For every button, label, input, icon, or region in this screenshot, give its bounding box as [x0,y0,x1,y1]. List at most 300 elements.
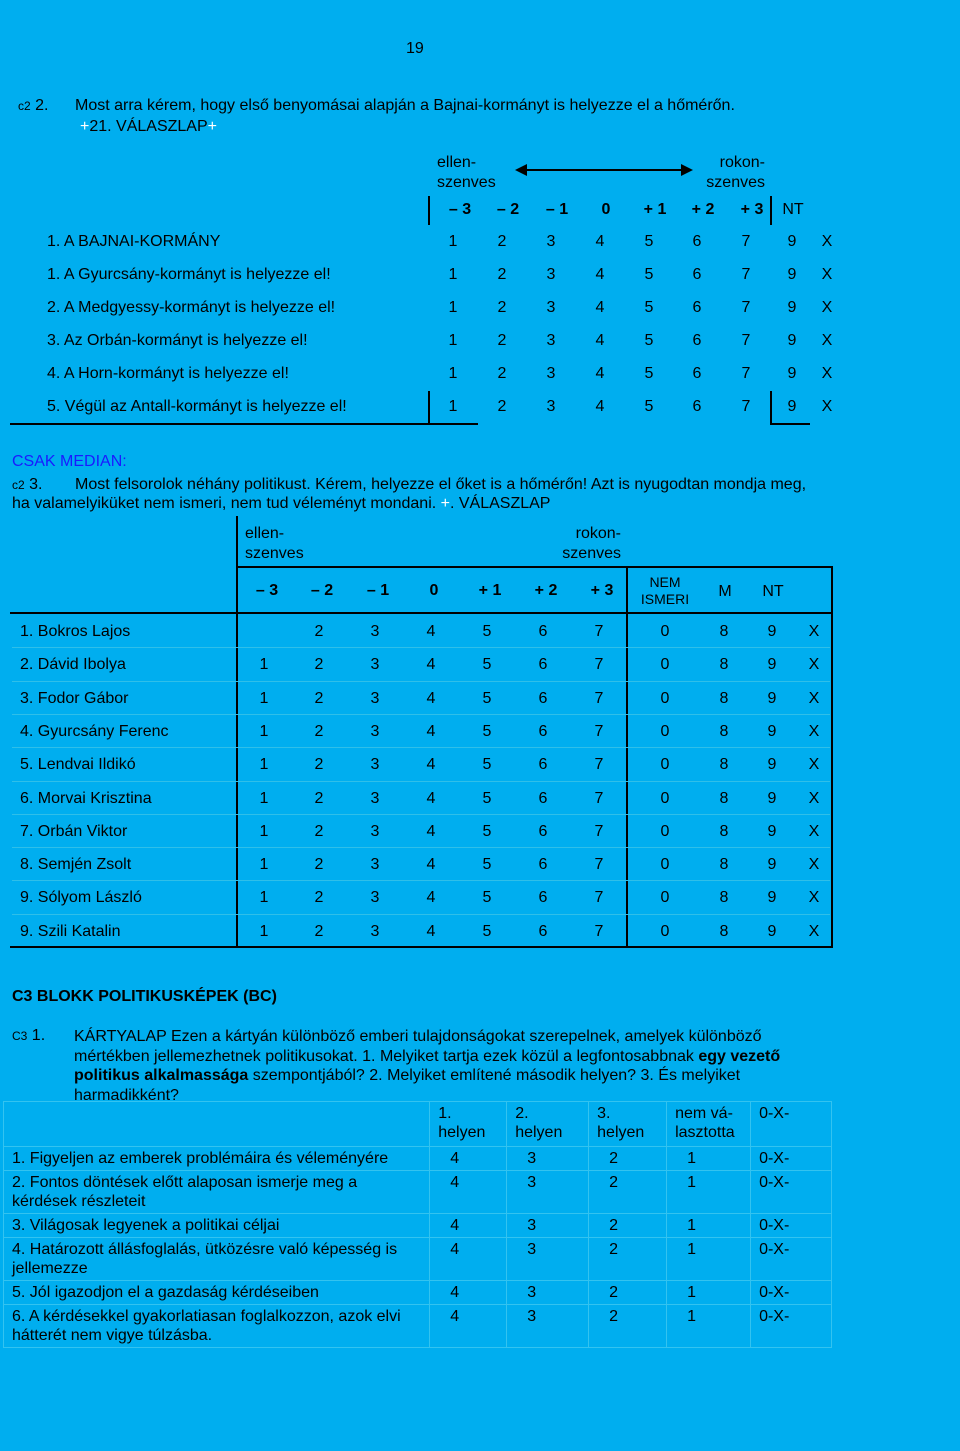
sympathy-label-line2: szenves [706,174,765,191]
c3-table-row [4,1238,832,1281]
answer-code: 4 [430,1214,507,1238]
answer-code: 1 [448,398,458,415]
answer-code: 3 [507,1171,589,1214]
answer-code: 2 [314,689,324,707]
answer-code: 4 [426,789,436,807]
answer-code: 2 [589,1214,667,1238]
q3-bottom-border [10,946,833,948]
q3-row-label: 9. Sólyom László [20,889,142,907]
q3-header-top-border [236,566,832,568]
answer-code: 7 [594,656,604,674]
answer-code: 6 [692,332,702,349]
answer-code: 1 [667,1147,751,1171]
answer-code: 6 [538,789,548,807]
answer-code: X [808,623,820,640]
q2-scale-label: + 2 [691,201,715,218]
row-divider [12,714,830,715]
answer-code: 2 [497,365,507,382]
answer-code: X [808,689,820,707]
answer-code: 5 [644,398,654,415]
c3-text-emphasis: politikus alkalmassága [74,1067,249,1084]
answer-code: 0-X- [751,1238,832,1281]
q2-scale-nt-border [770,196,772,225]
answer-code: 9 [767,756,777,774]
answer-code: X [821,299,833,316]
c3-column-header [667,1102,751,1147]
answer-code: X [821,332,833,349]
answer-code: 7 [594,623,604,640]
c3-text-emphasis: egy vezető [698,1047,781,1065]
answer-code: 4 [426,756,436,774]
answer-code: 6 [692,233,702,250]
answer-code: 7 [741,332,751,349]
answer-code: 2 [497,398,507,415]
answer-code: 7 [594,822,604,840]
q2-scale-label: – 3 [448,201,472,218]
answer-code: 2 [314,623,324,640]
q3-scale-right-border [626,566,628,948]
answer-code: 4 [595,398,605,415]
answer-code: 5 [482,822,492,840]
answer-code: 6 [692,299,702,316]
answer-code: 4 [595,365,605,382]
answer-code: 4 [595,233,605,250]
answer-code: X [808,722,820,740]
answer-code: 1 [259,922,269,940]
answer-code: 3 [370,689,380,707]
not-known-line1: NEM [649,574,681,590]
c3-table-row [4,1147,832,1171]
answer-code: 1 [667,1281,751,1305]
answer-code: 9 [787,332,797,349]
answer-code: 4 [426,922,436,940]
q3-label-column-border [236,516,238,948]
answer-code: 9 [767,789,777,807]
answer-code: 5 [482,623,492,640]
answer-code: 2 [497,332,507,349]
answer-code: 1 [448,299,458,316]
answer-code: 3 [370,856,380,874]
answer-code: X [808,656,820,674]
double-arrow-icon [515,162,693,178]
answer-code: 3 [546,398,556,415]
answer-code: 3 [546,266,556,283]
c3-column-header-line2: helyen [438,1124,486,1141]
q3-antipathy-label [245,524,304,564]
answer-code: 6 [692,398,702,415]
answer-code: 0 [660,822,670,840]
question-number: 3. [29,476,43,493]
answer-code: 6 [538,623,548,640]
answer-code: X [808,822,820,840]
answer-code: 4 [426,689,436,707]
c3-column-header-line1: nem vá- [675,1105,733,1122]
answer-code: 3 [507,1305,589,1348]
answer-code: X [808,756,820,774]
answer-code: 5 [482,922,492,940]
c3-header-row [4,1102,832,1147]
q3-row-label: 1. Bokros Lajos [20,623,131,640]
sympathy-label [700,153,765,193]
answer-code: 9 [787,299,797,316]
sympathy-label-line1: rokon- [719,154,765,171]
answer-code: 5 [644,332,654,349]
q3-row-label: 8. Semjén Zsolt [20,856,132,874]
answer-code: 6 [692,266,702,283]
answer-code: 3 [370,656,380,674]
answer-code: 4 [426,656,436,674]
answer-code: 9 [767,856,777,874]
answer-code: 3 [507,1238,589,1281]
q3-scale-label: 0 [429,582,439,599]
answer-code: 7 [741,365,751,382]
answer-code: 1 [259,822,269,840]
c3-column-header-line2: helyen [597,1124,645,1141]
answer-code: 9 [767,822,777,840]
answer-code: 1 [667,1305,751,1348]
c3-question-text [74,1027,780,1105]
sympathy-label-line1: rokon- [575,525,621,542]
c3-column-header [589,1102,667,1147]
answer-code: 3 [546,365,556,382]
answer-code: 4 [595,332,605,349]
answer-code: 3 [507,1214,589,1238]
antipathy-label-line1: ellen- [245,525,285,542]
answer-code: 2 [314,922,324,940]
answer-code: 2 [314,822,324,840]
answer-code: 9 [787,233,797,250]
c3-text-line3 [74,1066,780,1086]
answer-code: 1 [259,889,269,907]
q3-scale-label: + 2 [534,582,558,599]
c3-column-header [507,1102,589,1147]
answer-code: 0 [660,689,670,707]
answer-code: 5 [482,856,492,874]
c3-question-heading [12,1027,45,1045]
q2-row-label: 3. Az Orbán-kormányt is helyezze el! [47,332,308,349]
c3-column-header [430,1102,507,1147]
answer-code: 6 [538,689,548,707]
q2-row-label: 4. A Horn-kormányt is helyezze el! [47,365,289,382]
answer-code: 6 [538,656,548,674]
answer-code: 6 [538,856,548,874]
q3-row-label: 5. Lendvai Ildikó [20,756,136,774]
answer-code: 1 [259,722,269,740]
answer-code: 2 [314,656,324,674]
answer-code: X [808,856,820,874]
c3-column-header-line1: 0-X- [759,1105,790,1122]
answer-code: 7 [594,722,604,740]
sympathy-label-line2: szenves [562,545,621,562]
answer-code: 9 [767,722,777,740]
q3-row-label: 3. Fodor Gábor [20,689,129,707]
answer-code: 8 [719,689,729,707]
answer-code: 6 [538,922,548,940]
row-divider [12,781,830,782]
answer-code: 2 [497,233,507,250]
answer-code: 4 [426,722,436,740]
q2-scale-left-border [428,196,430,225]
question-code: c2 [12,478,25,492]
q3-row-label: 6. Morvai Krisztina [20,789,152,807]
answer-code: 7 [741,398,751,415]
m-header: M [718,583,732,600]
row-divider [12,880,830,881]
answer-code: 8 [719,889,729,907]
question-3-heading [12,476,42,494]
not-known-header [630,574,700,608]
answer-code: 7 [594,789,604,807]
answer-code: 9 [767,889,777,907]
question-code: C3 [12,1029,28,1043]
sheet-plus: + [80,118,90,135]
answer-code: 1 [448,233,458,250]
answer-code: 9 [767,689,777,707]
answer-code: 3 [370,789,380,807]
answer-code: 2 [589,1281,667,1305]
question-number: 1. [31,1027,46,1044]
answer-code: 3 [370,722,380,740]
answer-code: 1 [448,266,458,283]
q3-scale-label: – 3 [255,582,279,599]
c3-text-line4: harmadikként? [74,1086,179,1104]
q3-scale-label: + 3 [590,582,614,599]
q2-scale-label: – 2 [496,201,520,218]
answer-code: 4 [426,856,436,874]
c3-text-line2-main: mértékben jellemezhetnek politikusokat. 1. Melyiket tartja ezek közül a legfontosabbnak [74,1047,699,1065]
q3-row-label: 9. Szili Katalin [20,922,121,940]
answer-code: 5 [644,233,654,250]
answer-code: 0-X- [751,1214,832,1238]
antipathy-label-line2: szenves [437,174,496,191]
q2-scale-label: + 1 [643,201,667,218]
answer-code: X [821,266,833,283]
answer-code: 9 [787,398,797,415]
answer-code: 6 [538,889,548,907]
row-divider [12,747,830,748]
question-2-text: Most arra kérem, hogy első benyomásai alapján a Bajnai-kormányt is helyezze el a hőmérőn. [75,97,735,114]
answer-code: 2 [314,756,324,774]
c3-column-header [751,1102,832,1147]
answer-code: 0 [660,789,670,807]
answer-code: X [821,398,833,415]
row-divider [12,847,830,848]
answer-code: 6 [692,365,702,382]
answer-code: 5 [644,365,654,382]
answer-code: 7 [594,756,604,774]
answer-code: 0 [660,722,670,740]
answer-code: 8 [719,856,729,874]
c3-table-row [4,1281,832,1305]
answer-code: 1 [667,1171,751,1214]
answer-code: 5 [482,689,492,707]
answer-code: 4 [430,1305,507,1348]
q3-row-label: 2. Dávid Ibolya [20,656,126,674]
answer-code: X [821,365,833,382]
answer-code: 8 [719,656,729,674]
answer-code: 8 [719,922,729,940]
answer-code: 3 [370,889,380,907]
answer-code: 4 [595,266,605,283]
answer-code: 4 [430,1147,507,1171]
antipathy-label [437,153,496,193]
answer-code: 9 [767,922,777,940]
answer-code: 8 [719,789,729,807]
answer-code: 5 [644,299,654,316]
answer-code: 5 [482,656,492,674]
question-3-text-line1: Most felsorolok néhány politikust. Kérem, helyezze el őket is a hőmérőn! Azt is nyugodtan mondja meg, [75,476,807,493]
c3-table-row [4,1305,832,1348]
q3-right-border [831,566,833,948]
answer-code: 2 [497,299,507,316]
answer-code: 3 [507,1281,589,1305]
answer-code: 4 [430,1281,507,1305]
answer-code: 4 [595,299,605,316]
page-number: 19 [406,40,424,57]
c3-row-label: 4. Határozott állásfoglalás, ütközésre való képesség is jellemezze [4,1238,430,1281]
answer-code: 1 [259,756,269,774]
answer-code: 7 [741,233,751,250]
c3-column-header-line1: 2. [515,1105,529,1122]
c3-table-row [4,1214,832,1238]
antipathy-label-line2: szenves [245,545,304,562]
q2-bottom-line-right [770,423,810,425]
question-3-text-line2-main: ha valamelyiküket nem ismeri, nem tud véleményt mondani. [12,495,437,512]
answer-code: 3 [546,299,556,316]
question-2-heading [18,97,48,115]
c3-column-header-line2: helyen [515,1124,563,1141]
not-known-line2: ISMERI [640,591,690,607]
c3-text-line3-main: szempontjából? 2. Melyiket említené második helyen? 3. És melyiket [248,1067,741,1084]
answer-code: 0 [660,922,670,940]
answer-code: 7 [594,889,604,907]
q3-header-bottom-border [10,612,833,614]
q2-row-label: 1. A Gyurcsány-kormányt is helyezze el! [47,266,331,283]
sheet-plus: + [440,495,450,512]
answer-code: 9 [767,656,777,674]
answer-code: 2 [314,722,324,740]
answer-code: 4 [426,623,436,640]
question-2-sheet [80,118,217,136]
answer-code: 2 [589,1171,667,1214]
answer-code: X [808,789,820,807]
answer-code: 4 [430,1171,507,1214]
answer-code: 0 [660,889,670,907]
answer-code: 5 [482,722,492,740]
answer-code: 3 [370,756,380,774]
c3-text-line1: KÁRTYALAP Ezen a kártyán különböző emberi tulajdonságokat szerepelnek, amelyek különböző [74,1028,762,1045]
answer-code: 2 [314,789,324,807]
answer-code: 7 [594,922,604,940]
answer-code: 6 [538,756,548,774]
q2-scale-label: – 1 [545,201,569,218]
answer-code: 1 [448,365,458,382]
nt-header: NT [762,583,784,600]
c3-row-label: 5. Jól igazodjon el a gazdaság kérdéseiben [4,1281,430,1305]
answer-code: 9 [787,365,797,382]
c3-table [3,1101,832,1348]
q2-row-label: 2. A Medgyessy-kormányt is helyezze el! [47,299,336,316]
answer-code: 0 [660,756,670,774]
c3-row-label: 3. Világosak legyenek a politikai céljai [4,1214,430,1238]
only-median-label: CSAK MEDIAN: [12,453,127,470]
answer-code: 0 [660,856,670,874]
answer-code: 1 [259,789,269,807]
answer-code: X [808,889,820,907]
row-divider [12,681,830,682]
answer-code: 0 [660,623,670,640]
c3-column-header-line1: 3. [597,1105,611,1122]
answer-code: 2 [589,1147,667,1171]
answer-code: 0-X- [751,1147,832,1171]
q2-last-row-right-border [770,391,772,425]
sheet-plus: + [207,118,217,135]
c3-row-label: 2. Fontos döntések előtt alaposan ismerje meg a kérdések részleteit [4,1171,430,1214]
answer-code: 2 [589,1238,667,1281]
q2-scale-label: NT [782,201,804,218]
q2-last-row-left-border [428,391,430,425]
answer-code: 1 [448,332,458,349]
c3-column-header-line2: lasztotta [675,1124,735,1141]
answer-code: 8 [719,722,729,740]
row-divider [12,914,830,915]
c3-row-label: 6. A kérdésekkel gyakorlatiasan foglalkozzon, azok elvi hátterét nem vigye túlzásba. [4,1305,430,1348]
answer-code: 1 [259,856,269,874]
answer-code: 9 [787,266,797,283]
answer-code: 8 [719,623,729,640]
c3-block-title: C3 BLOKK POLITIKUSKÉPEK (BC) [12,988,277,1005]
q3-scale-label: – 1 [366,582,390,599]
answer-code: 1 [259,656,269,674]
answer-code: 0-X- [751,1281,832,1305]
answer-code: 1 [667,1214,751,1238]
answer-code: 3 [546,233,556,250]
q3-scale-label: + 1 [478,582,502,599]
answer-code: 2 [589,1305,667,1348]
q2-scale-label: + 3 [740,201,764,218]
answer-code: 5 [482,756,492,774]
answer-code: 1 [667,1238,751,1281]
question-3-text-line2 [12,495,550,513]
answer-code: 3 [370,922,380,940]
q2-bottom-line-left [10,423,478,425]
answer-code: 7 [741,266,751,283]
answer-code: 3 [546,332,556,349]
row-divider [12,647,830,648]
answer-code: 3 [370,822,380,840]
answer-code: 0 [660,656,670,674]
answer-code: X [808,922,820,940]
answer-code: 6 [538,722,548,740]
answer-code: 5 [482,889,492,907]
answer-code: 1 [259,689,269,707]
question-number: 2. [35,97,49,114]
c3-row-label: 1. Figyeljen az emberek problémáira és véleményére [4,1147,430,1171]
answer-code: 7 [594,689,604,707]
answer-code: 8 [719,756,729,774]
sheet-label: . VÁLASZLAP [449,495,551,512]
answer-code: 3 [370,623,380,640]
row-divider [12,814,830,815]
answer-code: 2 [497,266,507,283]
q3-row-label: 7. Orbán Viktor [20,822,128,840]
sheet-label: 21. VÁLASZLAP [89,118,208,135]
answer-code: 4 [426,889,436,907]
c3-table-row [4,1171,832,1214]
q3-scale-label: – 2 [310,582,334,599]
q3-row-label: 4. Gyurcsány Ferenc [20,722,169,740]
answer-code: 7 [594,856,604,874]
